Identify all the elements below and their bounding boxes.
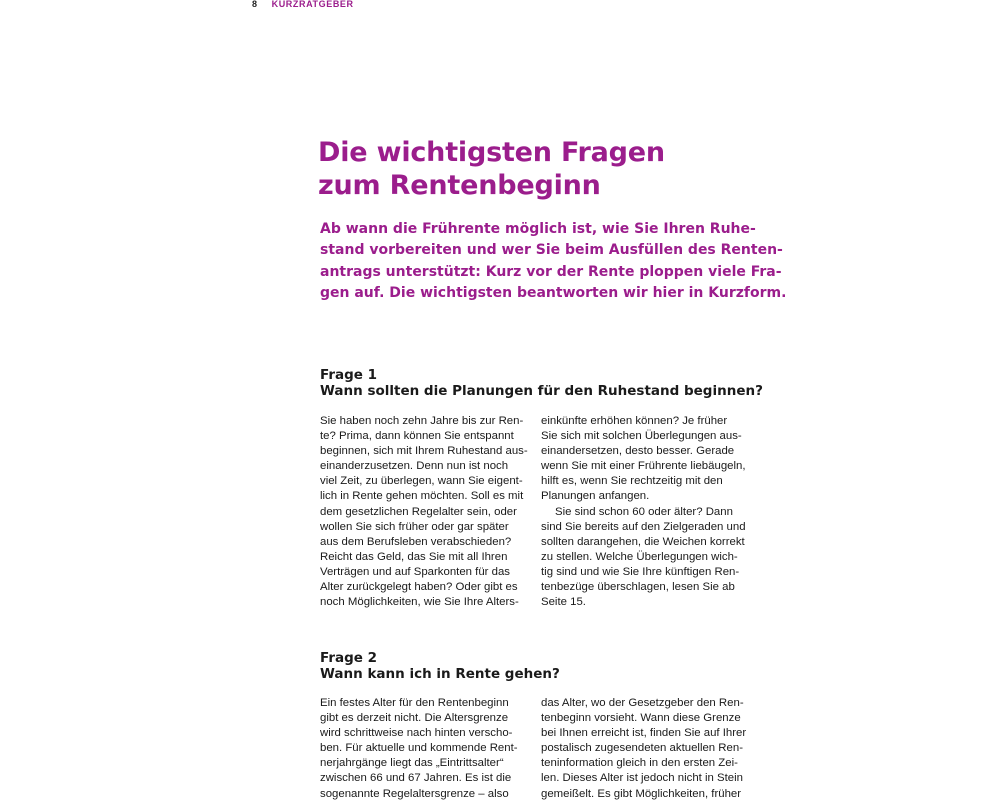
text-line: tenbeginn vorsieht. Wann diese Grenze [541,712,741,725]
question-2-heading [320,650,560,682]
text-line: einkünfte erhöhen können? Je früher [541,415,728,427]
text-line: einandersetzen, desto besser. Gerade [541,445,735,458]
page-title [318,136,665,202]
text-line: postalisch zugesendeten aktuellen Ren- [541,742,744,755]
text-line: Sie haben noch zehn Jahre bis zur Ren- [320,415,524,427]
question-1-right-column [541,414,756,610]
intro-line: gen auf. Die wichtigsten beantworten wir hier in Kurzform. [320,284,787,301]
question-1-heading [320,367,763,399]
text-line: Ein festes Alter für den Rentenbeginn [320,697,509,709]
text-line: sollten darangehen, die Weichen korrekt [541,535,745,548]
text-line: hilft es, wenn Sie rechtzeitig mit den [541,475,723,488]
question-label: Frage 1 [320,367,378,383]
text-line: zwischen 66 und 67 Jahren. Es ist die [320,772,512,785]
title-line: Die wichtigsten Fragen [318,137,665,168]
section-label: KURZRATGEBER [271,0,354,9]
question-label: Frage 2 [320,650,378,666]
intro-paragraph [320,219,787,304]
question-2-left-column [320,696,535,802]
text-line: noch Möglichkeiten, wie Sie Ihre Alters- [320,596,519,609]
text-line: wird schrittweise nach hinten verscho- [320,727,513,740]
intro-line: antrags unterstützt: Kurz vor der Rente ploppen viele Fra- [320,263,782,280]
text-line: das Alter, wo der Gesetzgeber den Ren- [541,697,744,709]
text-line: dem gesetzlichen Regelalter sein, oder [320,505,517,518]
text-line: aus dem Berufsleben verabschieden? [320,535,512,548]
text-line: Seite 15. [541,596,586,609]
text-line: ben. Für aktuelle und kommende Rent- [320,742,518,755]
text-line: wenn Sie mit einer Frührente liebäugeln, [541,460,746,473]
text-line: viel Zeit, zu überlegen, wann Sie eigent- [320,475,523,488]
title-line: zum Rentenbeginn [318,170,601,201]
text-line: lich in Rente gehen möchten. Soll es mit [320,490,524,503]
text-line: Sie sich mit solchen Überlegungen aus- [541,430,742,443]
page-number: 8 [252,0,258,9]
text-line: einanderzusetzen. Denn nun ist noch [320,460,509,473]
text-line: Verträgen und auf Sparkonten für das [320,565,510,578]
text-line: sogenannte Regelaltersgrenze – also [320,787,509,800]
text-line: gemeißelt. Es gibt Möglichkeiten, früher [541,787,742,800]
question-1-left-column [320,414,535,610]
text-line: Sie sind schon 60 oder älter? Dann [555,505,733,518]
text-line: nerjahrgänge liegt das „Eintrittsalter“ [320,757,504,770]
question-title: Wann sollten die Planungen für den Ruhestand beginnen? [320,383,763,399]
text-line: gibt es derzeit nicht. Die Altersgrenze [320,712,509,725]
intro-line: stand vorbereiten und wer Sie beim Ausfüllen des Renten- [320,242,783,259]
text-line: zu stellen. Welche Überlegungen wich- [541,550,738,563]
text-line: Alter zurückgelegt haben? Oder gibt es [320,581,518,594]
text-line: Reicht das Geld, das Sie mit all Ihren [320,550,508,563]
text-line: teninformation gleich in den ersten Zei- [541,757,738,770]
text-line: sind Sie bereits auf den Zielgeraden und [541,520,746,533]
text-line: tenbezüge überschlagen, lesen Sie ab [541,581,735,594]
running-header [252,0,354,10]
text-line: Planungen anfangen. [541,490,650,503]
text-line: tig sind und wie Sie Ihre künftigen Ren- [541,565,740,578]
text-line: len. Dieses Alter ist jedoch nicht in Stein [541,772,743,785]
intro-line: Ab wann die Frührente möglich ist, wie Sie Ihren Ruhe- [320,221,756,237]
question-2-right-column [541,696,756,802]
text-line: bei Ihnen erreicht ist, finden Sie auf Ihrer [541,727,747,740]
text-line: wollen Sie sich früher oder gar später [320,520,509,533]
text-line: beginnen, sich mit Ihrem Ruhestand aus- [320,445,528,458]
question-title: Wann kann ich in Rente gehen? [320,666,560,682]
text-line: te? Prima, dann können Sie entspannt [320,430,514,443]
